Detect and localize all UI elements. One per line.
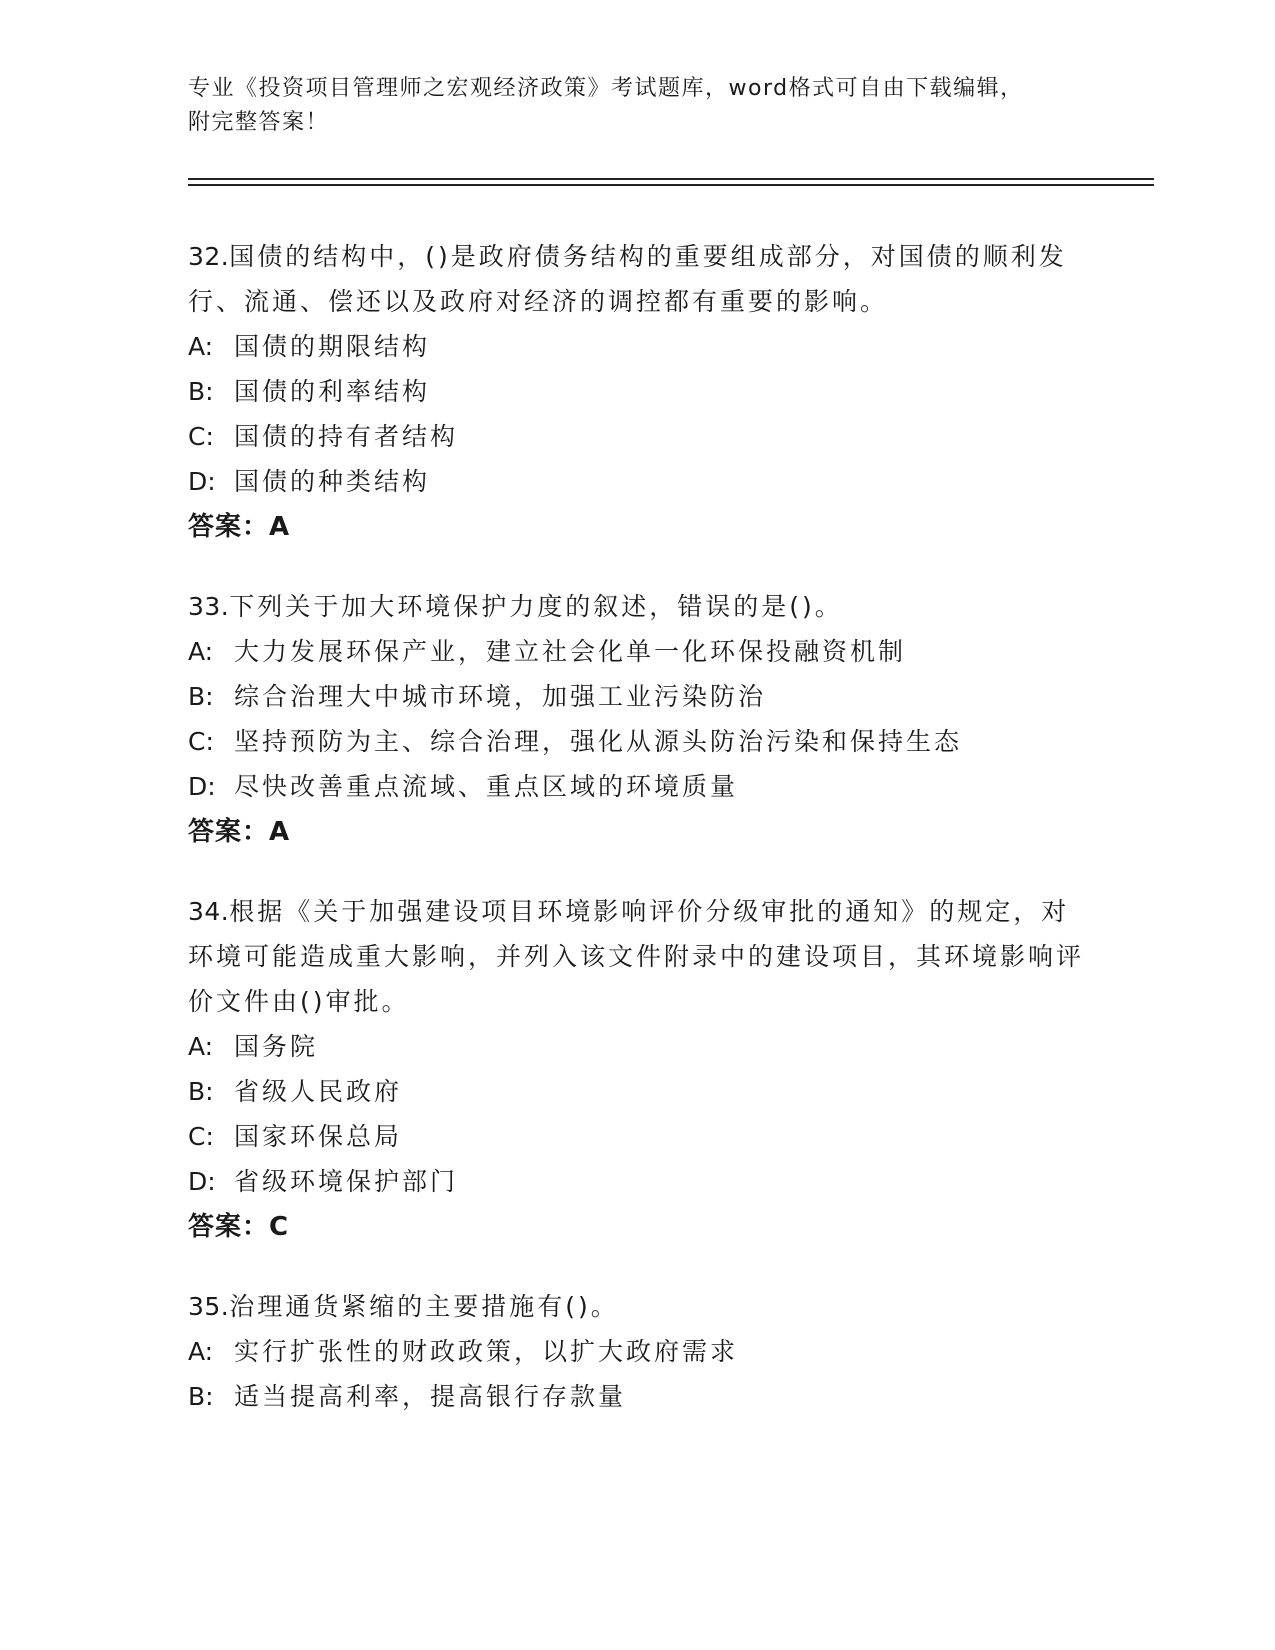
option-letter: C:	[188, 422, 214, 451]
answer-label: 答案：	[188, 817, 270, 847]
option-d	[188, 764, 1088, 809]
header-line-2: 附完整答案！	[188, 110, 330, 135]
option-d	[188, 459, 1088, 504]
question-stem	[188, 234, 1088, 324]
option-letter: C:	[188, 1122, 214, 1151]
option-letter: B:	[188, 377, 214, 406]
option-b	[188, 1374, 1088, 1419]
document-header	[188, 72, 1088, 140]
header-line-1: 专业《投资项目管理师之宏观经济政策》考试题库，word格式可自由下载编辑，	[188, 76, 1024, 101]
option-a	[188, 1329, 1088, 1374]
option-letter: A:	[188, 1337, 214, 1366]
question-text: 治理通货紧缩的主要措施有()。	[229, 1292, 619, 1321]
option-text: 适当提高利率，提高银行存款量	[234, 1382, 627, 1411]
option-letter: C:	[188, 727, 214, 756]
option-b	[188, 674, 1088, 719]
option-a	[188, 629, 1088, 674]
header-divider-bottom	[188, 184, 1154, 186]
question-text: 下列关于加大环境保护力度的叙述，错误的是()。	[229, 592, 843, 621]
option-b	[188, 369, 1088, 414]
question-number: 33.	[188, 592, 230, 621]
answer-value: A	[269, 817, 291, 847]
option-letter: B:	[188, 1077, 214, 1106]
question-stem	[188, 584, 1088, 629]
option-text: 国债的种类结构	[234, 467, 431, 496]
answer-value: A	[269, 512, 291, 542]
option-text: 国债的期限结构	[234, 332, 431, 361]
answer-label: 答案：	[188, 1212, 270, 1242]
answer-line	[188, 1204, 1088, 1250]
question-number: 34.	[188, 897, 230, 926]
question-text: 根据《关于加强建设项目环境影响评价分级审批的通知》的规定，对环境可能造成重大影响，并列入该文件附录中的建设项目，其环境影响评价文件由()审批。	[188, 897, 1085, 1016]
option-letter: B:	[188, 682, 214, 711]
option-c	[188, 1114, 1088, 1159]
question-35	[188, 1284, 1088, 1419]
option-text: 国债的持有者结构	[234, 422, 459, 451]
option-text: 国务院	[234, 1032, 319, 1061]
answer-label: 答案：	[188, 512, 270, 542]
answer-line	[188, 809, 1088, 855]
option-text: 实行扩张性的财政政策，以扩大政府需求	[234, 1337, 739, 1366]
header-divider-top	[188, 178, 1154, 180]
option-a	[188, 324, 1088, 369]
answer-line	[188, 504, 1088, 550]
option-text: 省级环境保护部门	[234, 1167, 459, 1196]
question-34	[188, 889, 1088, 1250]
option-text: 综合治理大中城市环境，加强工业污染防治	[234, 682, 767, 711]
question-number: 32.	[188, 242, 230, 271]
question-stem	[188, 889, 1088, 1024]
question-32	[188, 234, 1088, 550]
option-letter: D:	[188, 772, 216, 801]
option-c	[188, 414, 1088, 459]
option-text: 大力发展环保产业，建立社会化单一化环保投融资机制	[234, 637, 907, 666]
question-text: 国债的结构中，()是政府债务结构的重要组成部分，对国债的顺利发行、流通、偿还以及政府对经济的调控都有重要的影响。	[188, 242, 1067, 316]
option-a	[188, 1024, 1088, 1069]
option-letter: A:	[188, 1032, 214, 1061]
option-letter: A:	[188, 637, 214, 666]
option-c	[188, 719, 1088, 764]
question-33	[188, 584, 1088, 855]
option-d	[188, 1159, 1088, 1204]
answer-value: C	[269, 1212, 290, 1242]
question-stem	[188, 1284, 1088, 1329]
option-text: 国家环保总局	[234, 1122, 403, 1151]
option-letter: D:	[188, 467, 216, 496]
option-text: 坚持预防为主、综合治理，强化从源头防治污染和保持生态	[234, 727, 963, 756]
option-text: 省级人民政府	[234, 1077, 403, 1106]
option-letter: A:	[188, 332, 214, 361]
option-text: 尽快改善重点流域、重点区域的环境质量	[234, 772, 739, 801]
question-number: 35.	[188, 1292, 230, 1321]
option-b	[188, 1069, 1088, 1114]
option-text: 国债的利率结构	[234, 377, 431, 406]
option-letter: D:	[188, 1167, 216, 1196]
question-list	[188, 234, 1088, 1453]
option-letter: B:	[188, 1382, 214, 1411]
